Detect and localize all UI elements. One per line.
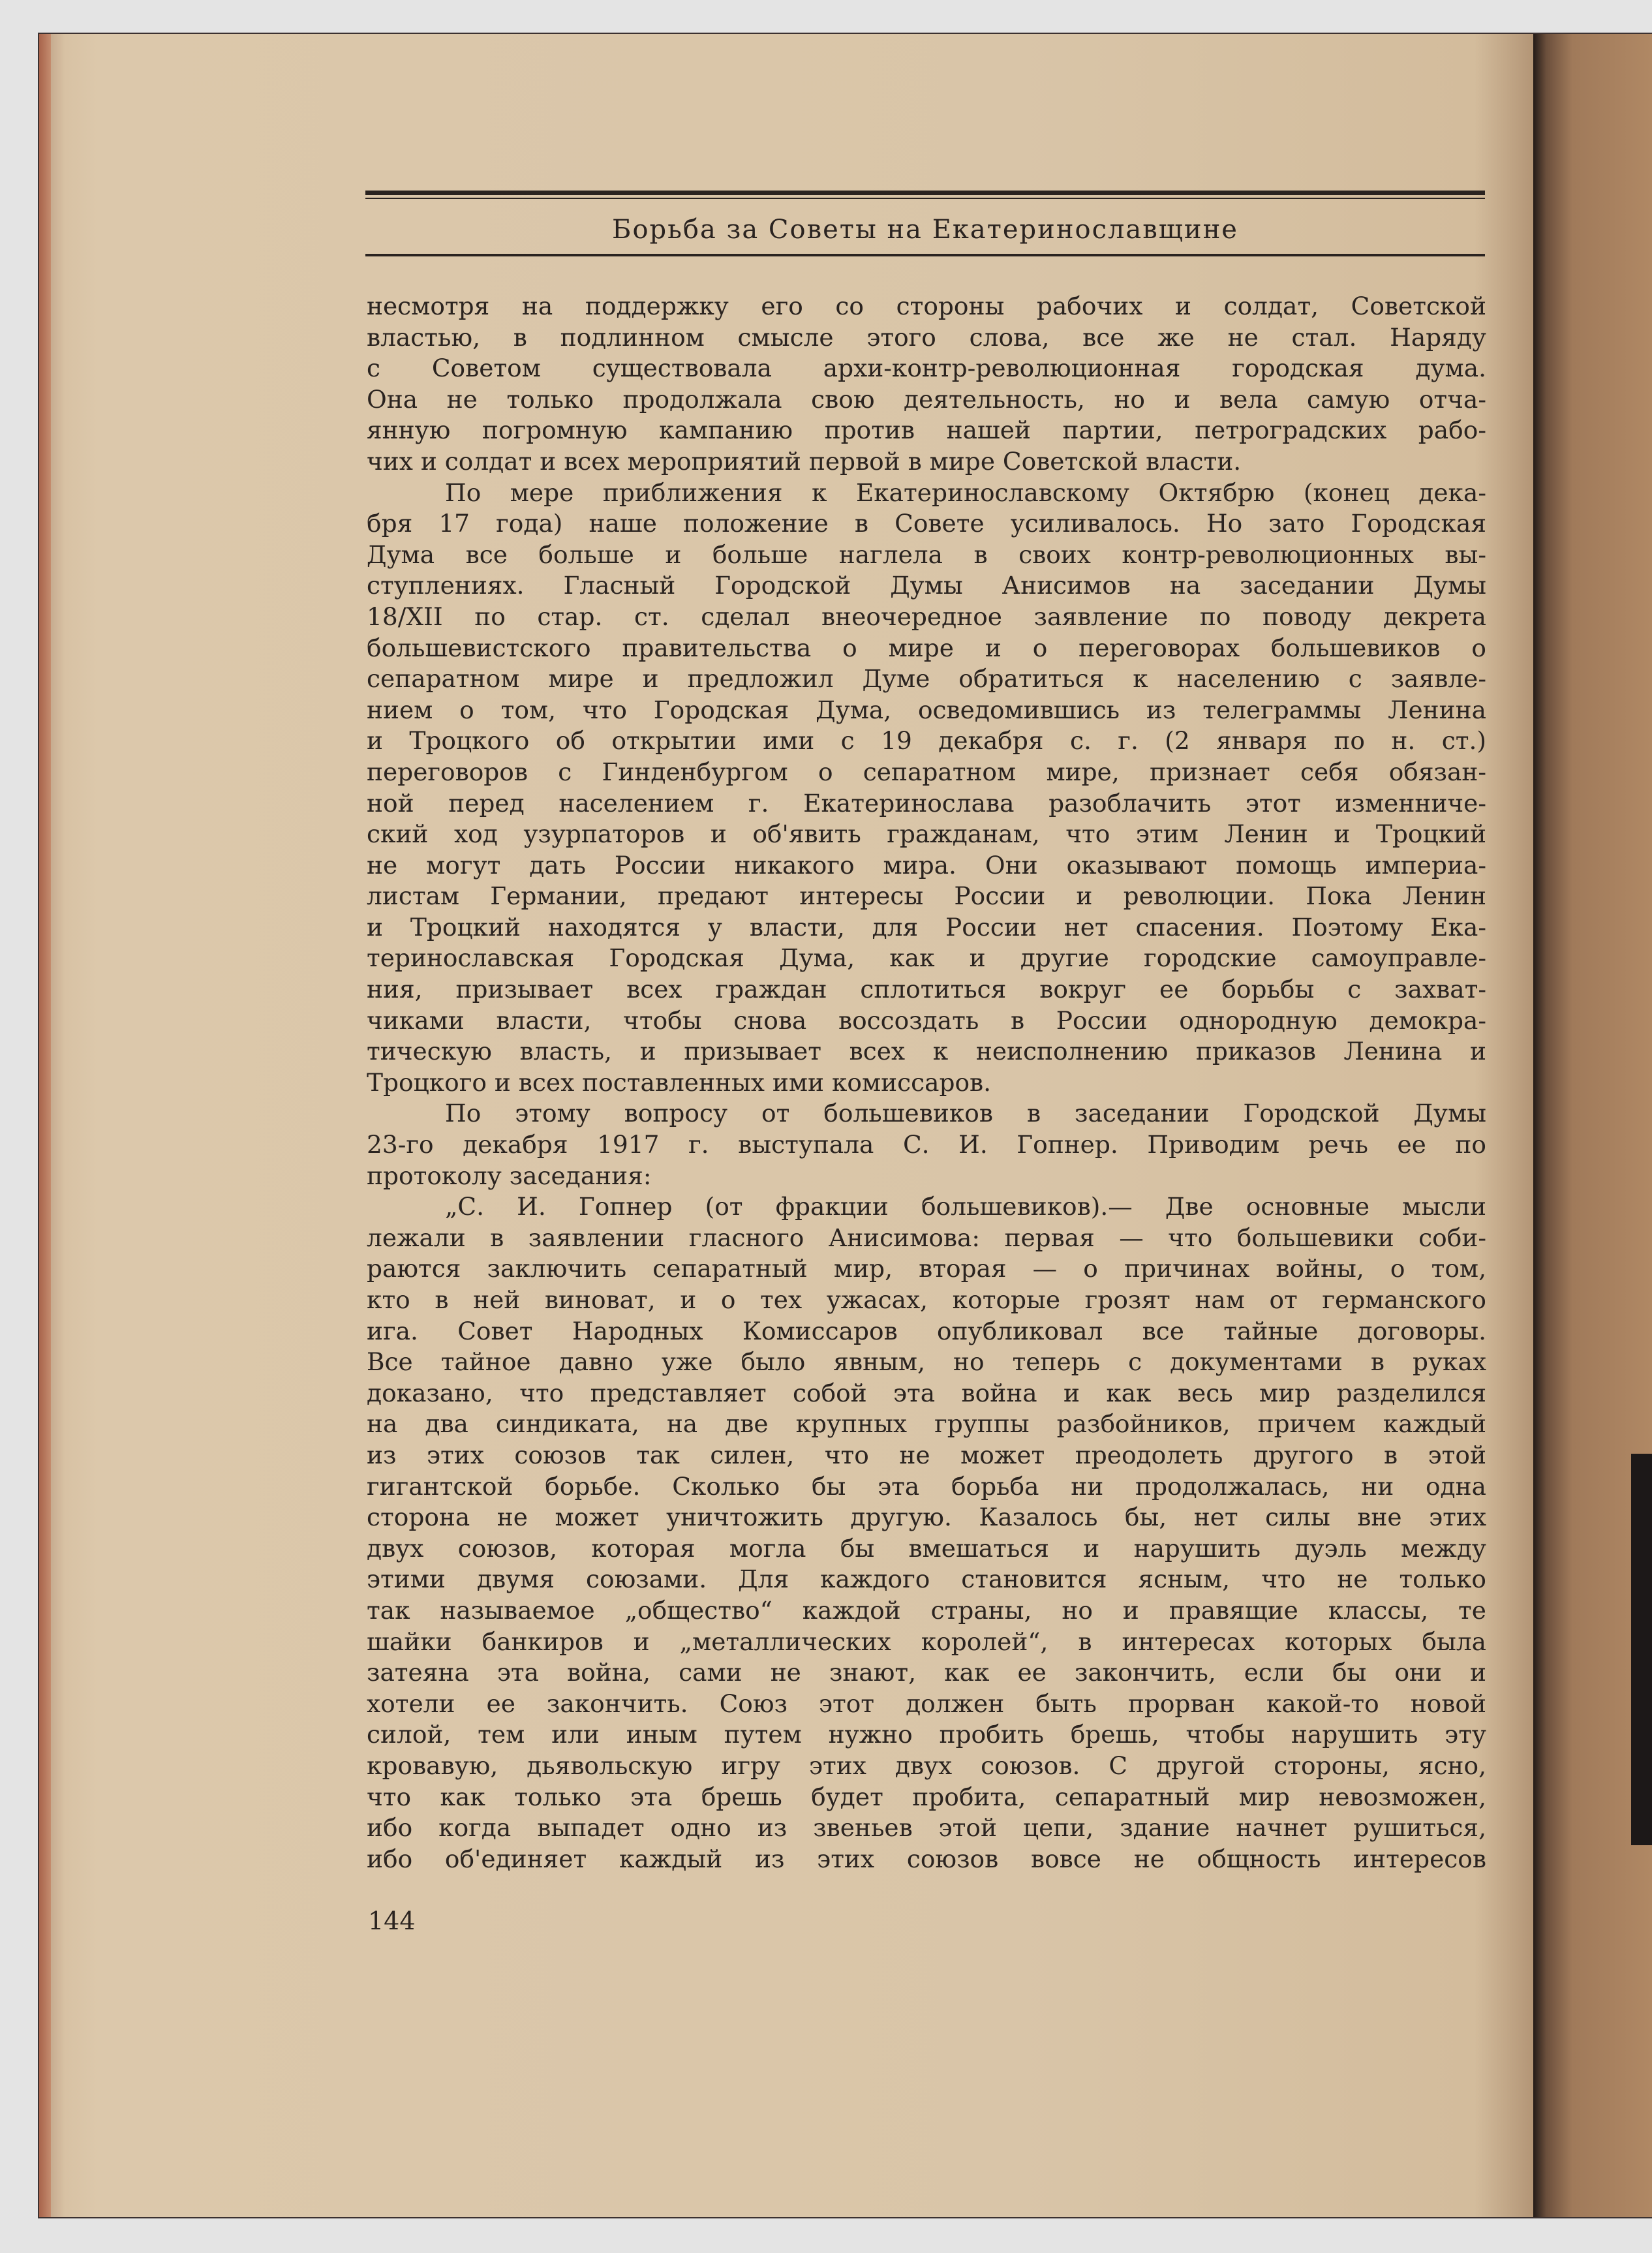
text-line: бря 17 года) наше положение в Совете усиливалось. Но зато Городская — [367, 509, 1486, 538]
text-line: кто в ней виноват, и о тех ужасах, которые грозят нам от германского — [367, 1285, 1486, 1314]
text-line: ига. Совет Народных Комиссаров опубликовал все тайные договоры. — [367, 1316, 1486, 1345]
text-line: Дума все больше и больше наглела в своих контр-революционных вы- — [367, 540, 1486, 569]
text-line: листам Германии, предают интересы России и революции. Пока Ленин — [367, 881, 1486, 911]
text-line: 18/XII по стар. ст. сделал внеочередное заявление по поводу декрета — [367, 602, 1486, 631]
text-line: ной перед населением г. Екатеринослава разоблачить этот изменниче- — [367, 788, 1486, 818]
text-line: чиками власти, чтобы снова воссоздать в России однородную демокра- — [367, 1005, 1486, 1035]
running-head — [365, 191, 1485, 256]
body-text — [367, 291, 1486, 1875]
head-rule-thick — [365, 191, 1485, 195]
text-line: Троцкого и всех поставленных ими комиссаров. — [367, 1067, 992, 1097]
text-line: протоколу заседания: — [367, 1161, 652, 1190]
text-line: силой, тем или иным путем нужно пробить брешь, чтобы нарушить эту — [367, 1720, 1486, 1749]
running-head-title: Борьба за Советы на Екатеринославщине — [612, 215, 1238, 245]
text-line: Все тайное давно уже было явным, но теперь с документами в руках — [367, 1347, 1486, 1377]
facing-page-print — [1631, 1454, 1652, 1845]
text-line: ибо об'единяет каждый из этих союзов вовсе не общность интересов — [367, 1844, 1486, 1873]
text-line: ния, призывает всех граждан сплотиться вокруг ее борьбы с захват- — [367, 975, 1486, 1004]
head-rule-bottom — [365, 254, 1485, 256]
text-line: несмотря на поддержку его со стороны рабочих и солдат, Советской — [367, 292, 1486, 320]
text-line: лежали в заявлении гласного Анисимова: первая — что большевики соби- — [367, 1223, 1486, 1252]
text-line: с Советом существовала архи-контр-революционная городская дума. — [367, 354, 1486, 383]
text-line: на два синдиката, на две крупных группы разбойников, причем каждый — [367, 1409, 1486, 1439]
text-line: ский ход узурпаторов и об'явить гражданам, что этим Ленин и Троцкий — [367, 820, 1486, 849]
text-line: нием о том, что Городская Дума, осведомившись из телеграммы Ленина — [367, 695, 1486, 724]
text-line: властью, в подлинном смысле этого слова, все же не стал. Наряду — [367, 322, 1486, 352]
text-line: сепаратном мире и предложил Думе обратиться к населению с заявле- — [367, 664, 1486, 694]
text-line: шайки банкиров и „металлических королей“, в интересах которых была — [367, 1627, 1486, 1656]
text-line: Она не только продолжала свою деятельность, но и вела самую отча- — [367, 384, 1486, 414]
text-line: из этих союзов так силен, что не может преодолеть другого в этой — [367, 1440, 1486, 1469]
text-line: не могут дать России никакого мира. Они оказывают помощь империа- — [367, 850, 1486, 880]
text-line: „С. И. Гопнер (от фракции большевиков).— Две основные мысли — [445, 1192, 1486, 1221]
text-line: что как только эта брешь будет пробита, сепаратный мир невозможен, — [367, 1782, 1486, 1811]
page-number: 144 — [368, 1907, 416, 1935]
text-line: гигантской борьбе. Сколько бы эта борьба ни продолжалась, ни одна — [367, 1471, 1486, 1501]
text-line: и Троцкий находятся у власти, для России нет спасения. Поэтому Ека- — [367, 912, 1486, 942]
text-line: янную погромную кампанию против нашей партии, петроградских рабо- — [367, 416, 1486, 445]
text-line: По мере приближения к Екатеринославскому Октябрю (конец дека- — [445, 478, 1486, 507]
text-line: тическую власть, и призывает всех к неисполнению приказов Ленина и — [367, 1037, 1486, 1066]
page-edge — [39, 34, 51, 2217]
text-line: чих и солдат и всех мероприятий первой в мире Советской власти. — [367, 446, 1242, 476]
text-line: По этому вопросу от большевиков в заседании Городской Думы — [445, 1099, 1486, 1128]
text-line: так называемое „общество“ каждой страны, но и правящие классы, те — [367, 1595, 1486, 1625]
text-line: 23-го декабря 1917 г. выступала С. И. Гопнер. Приводим речь ее по — [367, 1130, 1486, 1159]
text-line: сторона не может уничтожить другую. Казалось бы, нет силы вне этих — [367, 1503, 1486, 1532]
text-line: ибо когда выпадет одно из звеньев этой цепи, здание начнет рушиться, — [367, 1813, 1486, 1843]
facing-page-edge — [1533, 34, 1652, 2217]
text-line: переговоров с Гинденбургом о сепаратном мире, признает себя обязан- — [367, 757, 1486, 786]
text-line: и Троцкого об открытии ими с 19 декабря с. г. (2 января по н. ст.) — [367, 726, 1486, 756]
text-line: хотели ее закончить. Союз этот должен быть прорван какой-то новой — [367, 1689, 1486, 1718]
text-line: раются заключить сепаратный мир, вторая — о причинах войны, о том, — [367, 1254, 1486, 1283]
text-line: этими двумя союзами. Для каждого становится ясным, что не только — [367, 1565, 1486, 1594]
text-line: большевистского правительства о мире и о переговорах большевиков о — [367, 633, 1486, 662]
text-line: теринославская Городская Дума, как и другие городские самоуправле- — [367, 943, 1486, 973]
text-line: доказано, что представляет собой эта война и как весь мир разделился — [367, 1378, 1486, 1407]
text-line: кровавую, дьявольскую игру этих двух союзов. С другой стороны, ясно, — [367, 1751, 1486, 1780]
text-line: ступлениях. Гласный Городской Думы Анисимов на заседании Думы — [367, 571, 1486, 600]
text-line: затеяна эта война, сами не знают, как ее закончить, если бы они и — [367, 1658, 1486, 1687]
text-line: двух союзов, которая могла бы вмешаться и нарушить дуэль между — [367, 1533, 1486, 1563]
